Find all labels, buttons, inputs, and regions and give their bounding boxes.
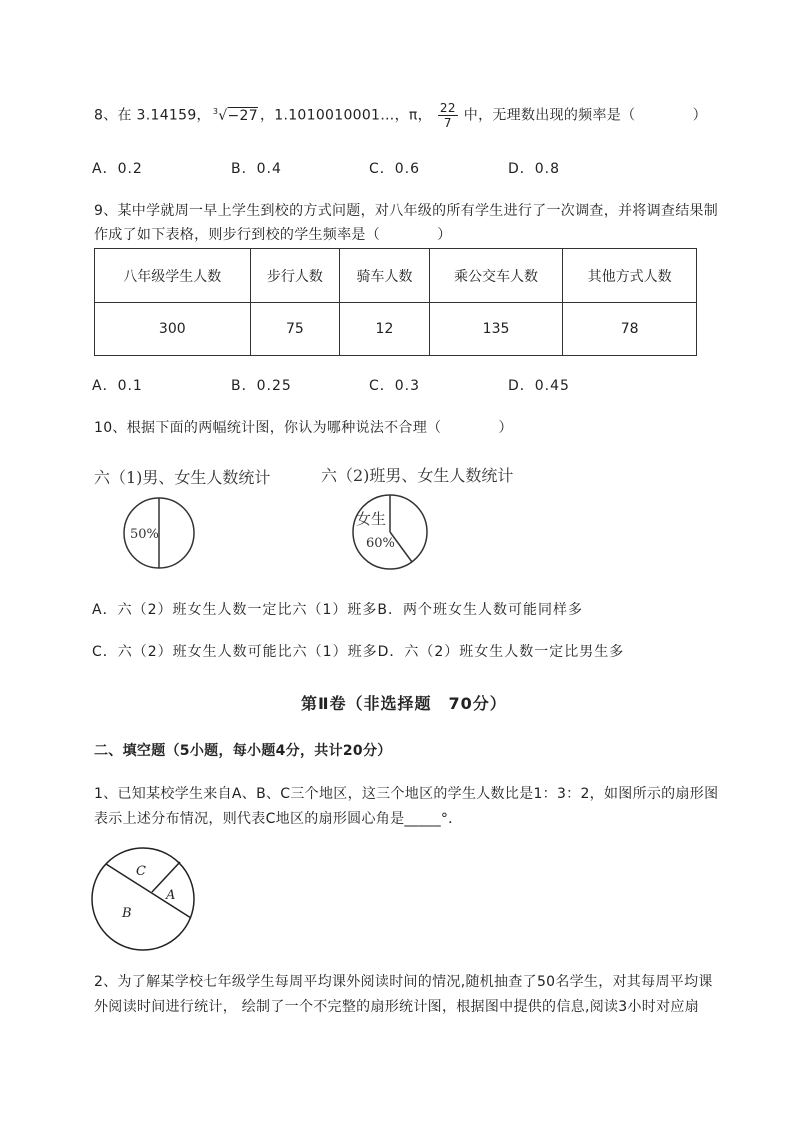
q9-option-b: B．0.25 bbox=[231, 378, 292, 394]
table-header-cell: 其他方式人数 bbox=[563, 249, 697, 303]
q8-suffix: 中，无理数出现的频率是（ ） bbox=[463, 107, 707, 124]
fraction-22-7 bbox=[438, 101, 458, 130]
f1-diameter bbox=[106, 864, 191, 918]
table-header-cell: 八年级学生人数 bbox=[95, 249, 251, 303]
table-cell: 300 bbox=[95, 303, 251, 356]
root-index: 3 bbox=[212, 106, 219, 116]
table-header-cell: 步行人数 bbox=[250, 249, 340, 303]
chart2-girls-label: 女生 bbox=[356, 510, 387, 528]
table-cell: 12 bbox=[340, 303, 430, 356]
q9-stem-line1: 9、某中学就周一早上学生到校的方式问题，对八年级的所有学生进行了一次调查，并将调查结果制 bbox=[94, 203, 719, 219]
chart2-pct-label: 60% bbox=[366, 536, 395, 551]
f1-stem-line1: 1、已知某校学生来自A、B、C三个地区，这三个地区的学生人数比是1：3：2，如图所示的扇形图 bbox=[94, 786, 719, 802]
q8-option-c: C．0.6 bbox=[369, 161, 421, 177]
part2-title: 第Ⅱ卷（非选择题 70分） bbox=[301, 694, 507, 713]
f1-label-c: C bbox=[136, 864, 146, 879]
commute-table bbox=[94, 248, 697, 356]
root-radicand: −27 bbox=[227, 107, 258, 124]
f1-label-a: A bbox=[166, 888, 176, 903]
q9-option-a: A．0.1 bbox=[92, 378, 143, 394]
table-header-row bbox=[95, 249, 697, 303]
f1-pie-chart bbox=[90, 845, 200, 955]
table-header-cell: 乘公交车人数 bbox=[429, 249, 563, 303]
table-cell: 75 bbox=[250, 303, 340, 356]
chart2-title: 六（2)班男、女生人数统计 bbox=[321, 466, 514, 485]
f1-stem-line2: 表示上述分布情况，则代表C地区的扇形圆心角是_____°． bbox=[94, 811, 463, 827]
q8-prefix: 8、在 3.14159， bbox=[94, 107, 211, 124]
fill-section-heading: 二、填空题（5小题，每小题4分，共计20分） bbox=[94, 743, 392, 759]
fraction-denominator: 7 bbox=[443, 116, 452, 130]
fraction-numerator: 22 bbox=[439, 101, 456, 115]
table-header-cell: 骑车人数 bbox=[340, 249, 430, 303]
f1-label-b: B bbox=[122, 906, 132, 921]
q10-option-ab bbox=[92, 599, 583, 619]
q8-option-a: A．0.2 bbox=[92, 161, 143, 177]
q10-option-d: D．六（2）班女生人数一定比男生多 bbox=[377, 644, 625, 660]
table-cell: 78 bbox=[563, 303, 697, 356]
q10-stem: 10、根据下面的两幅统计图，你认为哪种说法不合理（ ） bbox=[94, 420, 513, 436]
question-8-stem bbox=[94, 101, 707, 130]
q10-option-b: B．两个班女生人数可能同样多 bbox=[377, 602, 583, 618]
f2-stem-line2: 外阅读时间进行统计， 绘制了一个不完整的扇形统计图，根据图中提供的信息,阅读3小时对应扇 bbox=[94, 999, 700, 1015]
q10-option-a: A．六（2）班女生人数一定比六（1）班多 bbox=[92, 602, 378, 618]
q8-option-d: D．0.8 bbox=[508, 161, 561, 177]
q8-middle: ，1.1010010001…，π， bbox=[259, 107, 432, 124]
f2-stem-line1: 2、为了解某学校七年级学生每周平均课外阅读时间的情况,随机抽查了50名学生，对其每周平均课 bbox=[94, 974, 713, 990]
q9-stem-line2: 作成了如下表格，则步行到校的学生频率是（ ） bbox=[94, 227, 452, 243]
cube-root-expression: $^3$√−27 bbox=[212, 106, 258, 124]
q8-option-b: B．0.4 bbox=[231, 161, 282, 177]
chart1-title: 六（1)男、女生人数统计 bbox=[94, 468, 271, 487]
chart1-pct-label: 50% bbox=[130, 527, 159, 542]
q9-option-d: D．0.45 bbox=[508, 378, 570, 394]
q9-option-c: C．0.3 bbox=[369, 378, 421, 394]
table-cell: 135 bbox=[429, 303, 563, 356]
table-row bbox=[95, 303, 697, 356]
q10-pie-charts bbox=[90, 462, 550, 577]
q10-option-cd bbox=[92, 641, 624, 661]
q10-option-c: C．六（2）班女生人数可能比六（1）班多 bbox=[92, 644, 378, 660]
